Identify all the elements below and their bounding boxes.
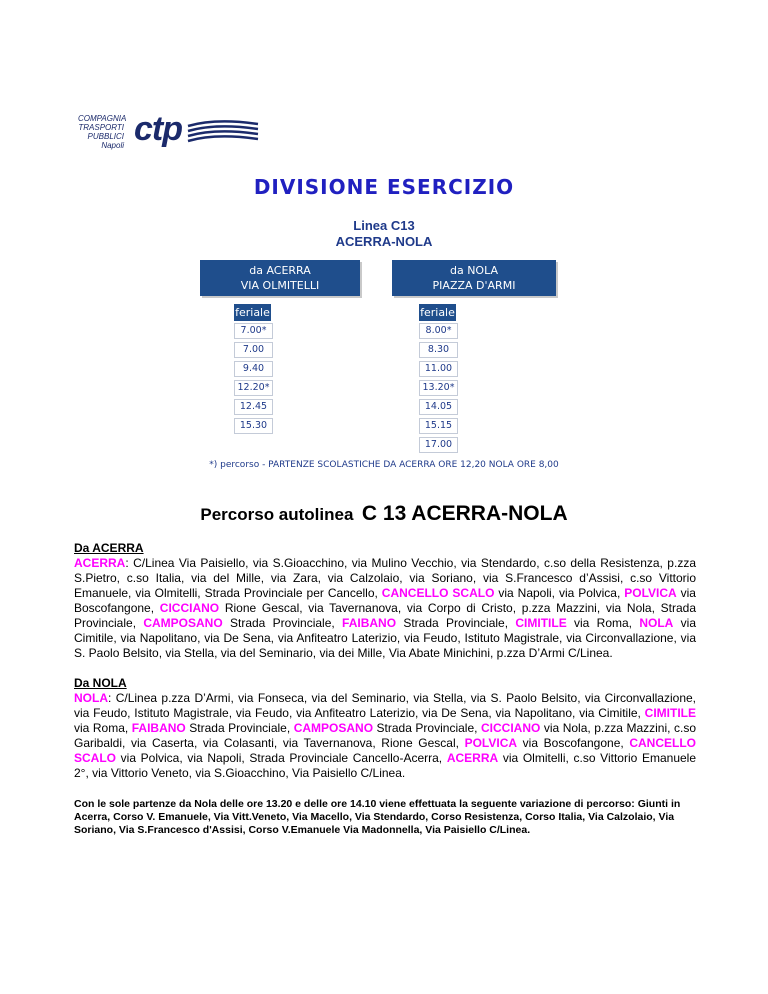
section-body: [74, 691, 696, 781]
column-header-line: da NOLA: [449, 264, 498, 277]
stop-highlight: CICCIANO: [159, 601, 220, 615]
logo-brand: ctp: [134, 110, 182, 148]
feriale-label-nola: feriale: [420, 306, 455, 319]
route-text: : C/Linea Via Paisiello, via S.Gioacchino, via Mulino Vecchio, via Stendardo, c.so della Resistenza, p.zza S.Pietro, c.so Italia, via del Mille, via Zara, via Calzolaio, via Soriano, via S.Francesco d’Assisi, c.so Vittorio Emanuele, via Olmitelli, Strada Provinciale per Cancello,: [74, 556, 696, 600]
time-cell: 7.00*: [234, 323, 273, 339]
time-cell: 12.20*: [234, 380, 273, 396]
route-text: Strada Provinciale,: [396, 616, 516, 630]
column-header-line: PIAZZA D'ARMI: [432, 279, 516, 292]
stop-highlight: CIMITILE: [515, 616, 567, 630]
column-header-acerra: [200, 260, 360, 296]
time-cell: 15.30: [234, 418, 273, 434]
time-cell: 17.00: [419, 437, 458, 453]
route-text: via Boscofangone,: [517, 736, 630, 750]
section-heading: Da NOLA: [74, 676, 127, 690]
stop-highlight: FAIBANO: [342, 616, 397, 630]
ctp-logo: [78, 110, 258, 160]
route-text: via Cimitile, via Napolitano, via De Sena, via Anfiteatro Laterizio, via Feudo, Istituto Magistrale, via Circonvallazione, via S. Paolo Belsito, via Stella, via del Seminario, via dei Mille, Via Abate Minichini, p.zza D’Armi C/Linea.: [74, 616, 696, 660]
division-title: DIVISIONE ESERCIZIO: [253, 175, 515, 199]
stop-highlight: ACERRA: [446, 751, 499, 765]
stop-highlight: POLVICA: [624, 586, 677, 600]
route-title-prefix: Percorso autolinea: [200, 505, 354, 524]
time-cell: 8.00*: [419, 323, 458, 339]
route-text: Rione Gescal, via Tavernanova, via Corpo di Cristo, p.zza Mazzini, via Nola, Strada Provinciale,: [74, 601, 696, 630]
time-cell: 12.45: [234, 399, 273, 415]
logo-line: PUBBLICI: [87, 132, 124, 141]
footnote: *) percorso - PARTENZE SCOLASTICHE DA ACERRA ORE 12,20 NOLA ORE 8,00: [209, 460, 559, 470]
feriale-label-acerra: feriale: [235, 306, 270, 319]
column-header-line: da ACERRA: [249, 264, 311, 277]
stop-highlight: POLVICA: [464, 736, 518, 750]
column-header-line: VIA OLMITELLI: [240, 279, 320, 292]
logo-line: Napoli: [101, 141, 124, 150]
route-text: via Boscofangone,: [74, 586, 696, 615]
stop-highlight: NOLA: [639, 616, 674, 630]
route-text: Strada Provinciale,: [222, 616, 343, 630]
time-cell: 13.20*: [419, 380, 458, 396]
time-cell: 11.00: [419, 361, 458, 377]
section-heading: Da ACERRA: [74, 541, 144, 555]
logo-line: TRASPORTI: [78, 123, 124, 132]
stop-highlight: CANCELLO SCALO: [74, 736, 696, 765]
stop-highlight: NOLA: [74, 691, 108, 705]
route-text: via Olmitelli, c.so Vittorio Emanuele 2°, via Vittorio Veneto, via S.Gioacchino, Via Paisiello C/Linea.: [74, 751, 697, 780]
logo-company-name: [78, 114, 127, 150]
stop-highlight: CIMITILE: [644, 706, 696, 720]
column-header-nola: [392, 260, 556, 296]
stop-highlight: CANCELLO SCALO: [381, 586, 495, 600]
time-cell: 9.40: [234, 361, 273, 377]
route-text: via Nola, p.zza Mazzini, c.so Garibaldi, via Caserta, via Colasanti, via Tavernanova, Rione Gescal,: [74, 721, 696, 750]
stop-highlight: CAMPOSANO: [143, 616, 223, 630]
route-text: : C/Linea p.zza D’Armi, via Fonseca, via del Seminario, via Stella, via S. Paolo Belsito, via Circonvallazione, via Feudo, Istituto Magistrale, via Feudo, via Anfiteatro Laterizio, via De Sena, via Napolitano, via Cimitile,: [74, 691, 696, 720]
route-text: Strada Provinciale,: [185, 721, 294, 735]
route-variation-note: Con le sole partenze da Nola delle ore 13.20 e delle ore 14.10 viene effettuata la seguente variazione di percorso: Giunti in Acerra, Corso V. Emanuele, Via Vitt.Veneto, Via Macello, Via Stendardo, Corso Resistenza, Corso Italia, Via Calzolaio, Via Soriano, Via S.Francesco d'Assisi, Corso V.Emanuele Via Madonnella, Via Paisiello C/Linea.: [74, 798, 681, 836]
time-cell: 8.30: [419, 342, 458, 358]
section-body: [74, 556, 696, 661]
logo-line: COMPAGNIA: [78, 114, 127, 123]
route-text: Strada Provinciale,: [373, 721, 481, 735]
waves-icon: [186, 118, 260, 148]
section-da-nola: [74, 676, 696, 781]
line-code: Linea C13: [353, 218, 415, 233]
route-title-line: C 13 ACERRA-NOLA: [361, 502, 568, 525]
time-cell: 7.00: [234, 342, 273, 358]
stop-highlight: ACERRA: [74, 556, 126, 570]
route-text: via Roma,: [566, 616, 640, 630]
stop-highlight: CAMPOSANO: [293, 721, 374, 735]
stop-highlight: FAIBANO: [131, 721, 186, 735]
time-cell: 15.15: [419, 418, 458, 434]
line-route: ACERRA-NOLA: [335, 234, 433, 249]
times-nola: [419, 323, 458, 456]
section-da-acerra: [74, 541, 696, 661]
route-title: [0, 502, 768, 526]
route-text: via Napoli, via Polvica,: [494, 586, 625, 600]
route-text: via Polvica, via Napoli, Strada Provinciale Cancello-Acerra,: [116, 751, 447, 765]
times-acerra: [234, 323, 273, 437]
time-cell: 14.05: [419, 399, 458, 415]
stop-highlight: CICCIANO: [480, 721, 541, 735]
route-text: via Roma,: [74, 721, 132, 735]
